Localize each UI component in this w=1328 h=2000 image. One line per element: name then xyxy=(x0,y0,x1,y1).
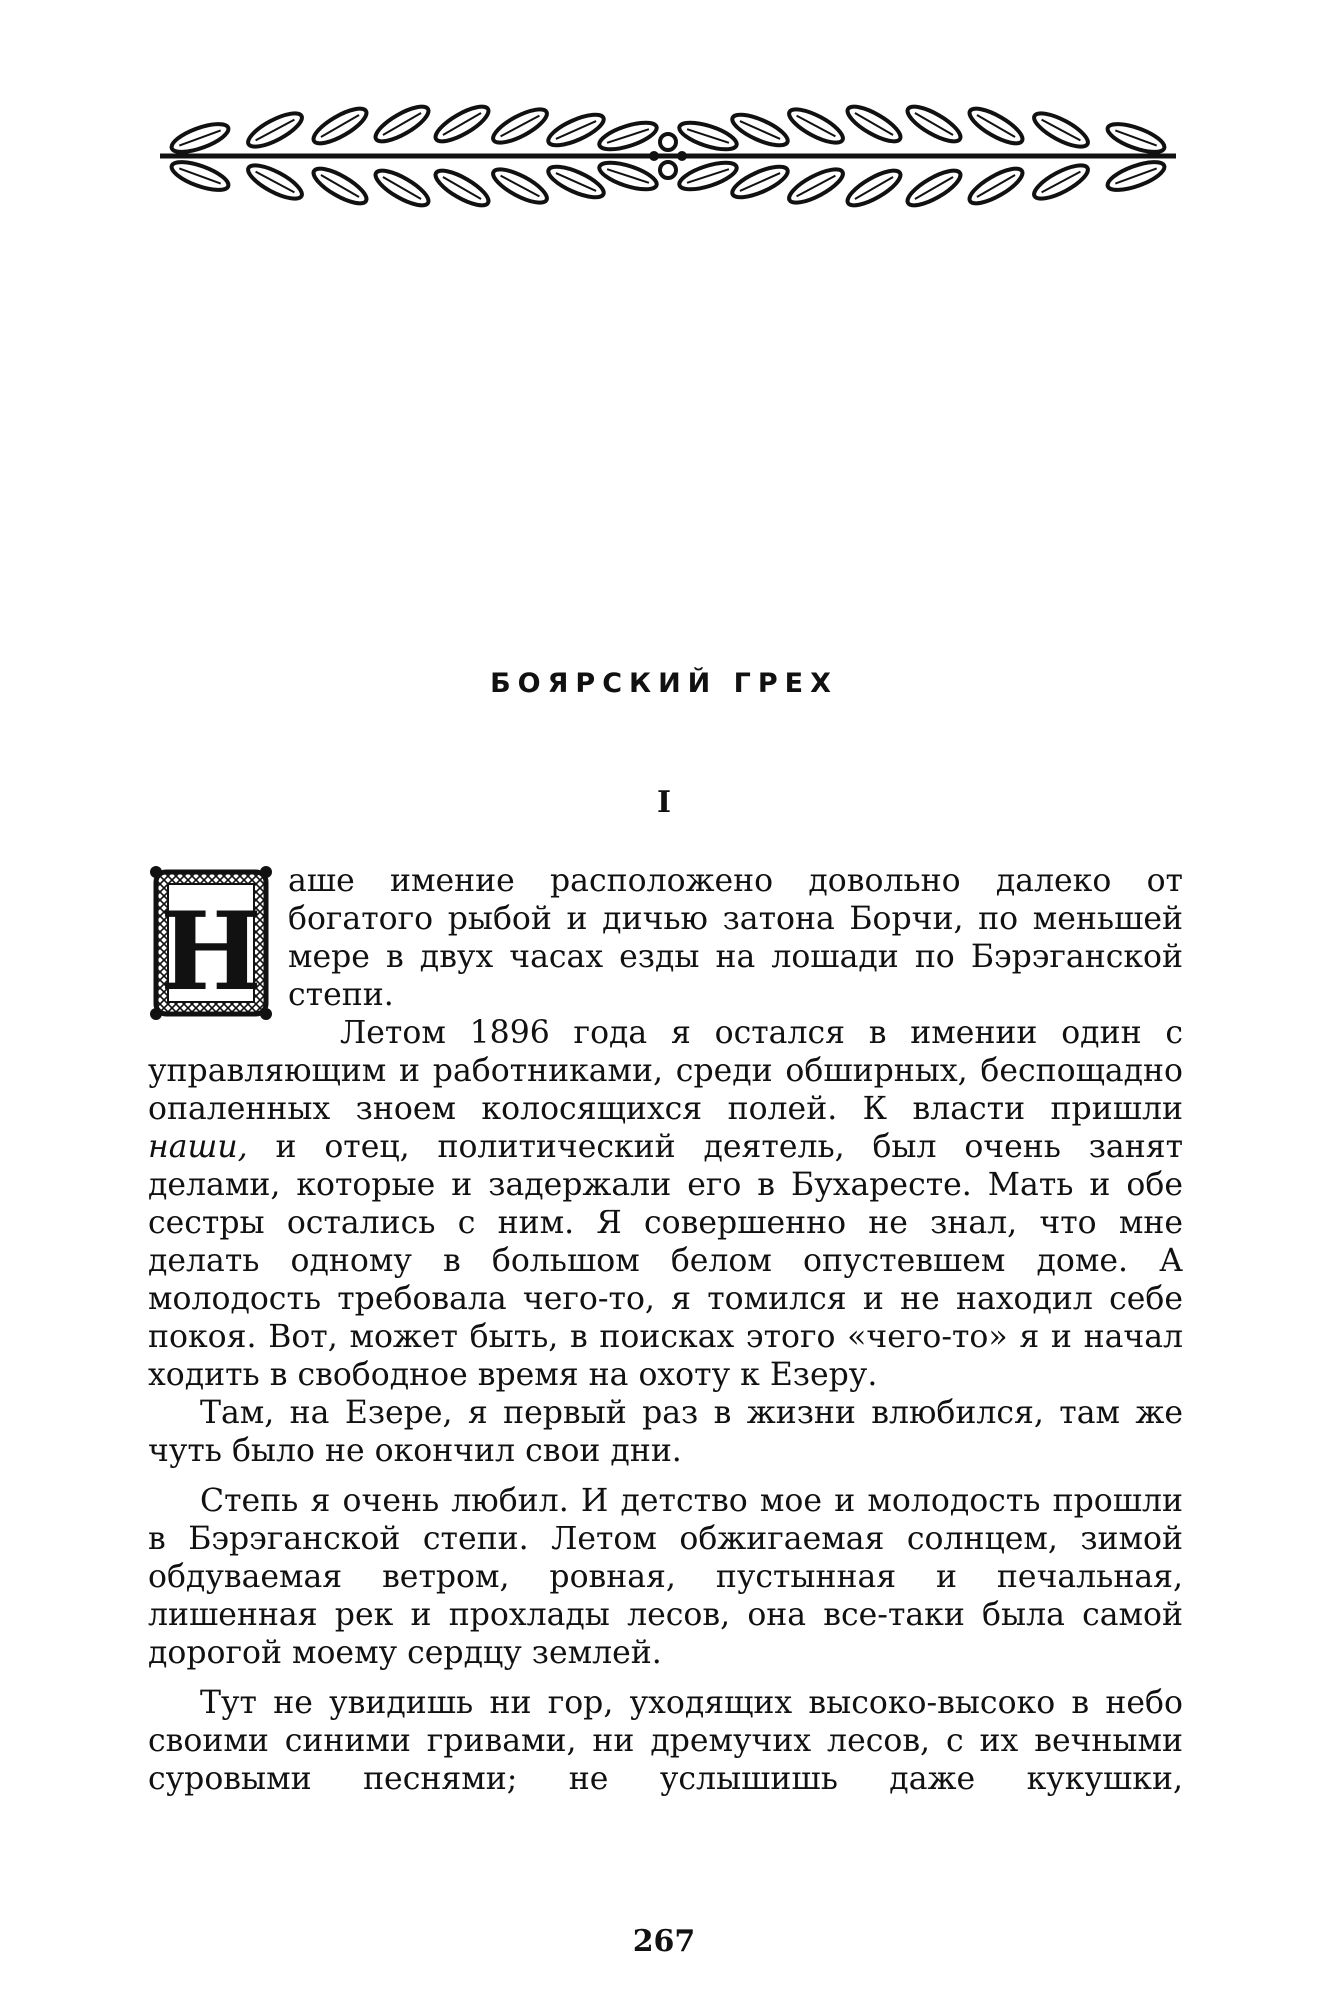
body-text xyxy=(148,862,1183,1798)
paragraph-2: Летом 1896 года я остался в имении один с управляющим и работниками, среди обширных, беспощадно опаленных зноем колосящихся полей. К власти пришли наши, и отец, политический деятель, был очень занят делами, которые и задержали его в Бухаресте. Мать и обе сестры остались с ним. Я совершенно не знал, что мне делать одному в большом белом опустевшем доме. А молодость требовала чего-то, я томился и не находил себе покоя. Вот, может быть, в поисках этого «чего-то» я и начал ходить в свободное время на охоту к Езеру. xyxy=(148,1015,1184,1393)
drop-cap-initial xyxy=(148,864,274,1022)
italic-word: наши, xyxy=(148,1129,248,1165)
paragraph-1: аше имение расположено довольно далеко от богатого рыбой и дичью затона Борчи, по меньшей мере в двух часах езды на лошади по Бэрэганской степи. xyxy=(288,863,1183,1013)
paragraph-4: Степь я очень любил. И детство мое и молодость прошли в Бэрэганской степи. Летом обжигаемая солнцем, зимой обдуваемая ветром, ровная, пустынная и печальная, лишенная рек и прохлады лесов, она все-таки была самой дорогой моему сердцу землей. xyxy=(148,1483,1183,1671)
paragraph-5: Тут не увидишь ни гор, уходящих высоко-высоко в небо своими синими гривами, ни дремучих лесов, с их вечными суровыми песнями; не услышишь даже кукушки, xyxy=(148,1685,1183,1797)
svg-text:Н: Н xyxy=(159,889,263,1015)
paragraph-3: Там, на Езере, я первый раз в жизни влюбился, там же чуть было не окончил свои дни. xyxy=(148,1395,1183,1469)
chapter-number: I xyxy=(656,785,672,820)
laurel-ornament-icon xyxy=(140,96,1196,216)
page-number: 267 xyxy=(632,1924,696,1959)
story-title: БОЯРСКИЙ ГРЕХ xyxy=(490,668,838,699)
